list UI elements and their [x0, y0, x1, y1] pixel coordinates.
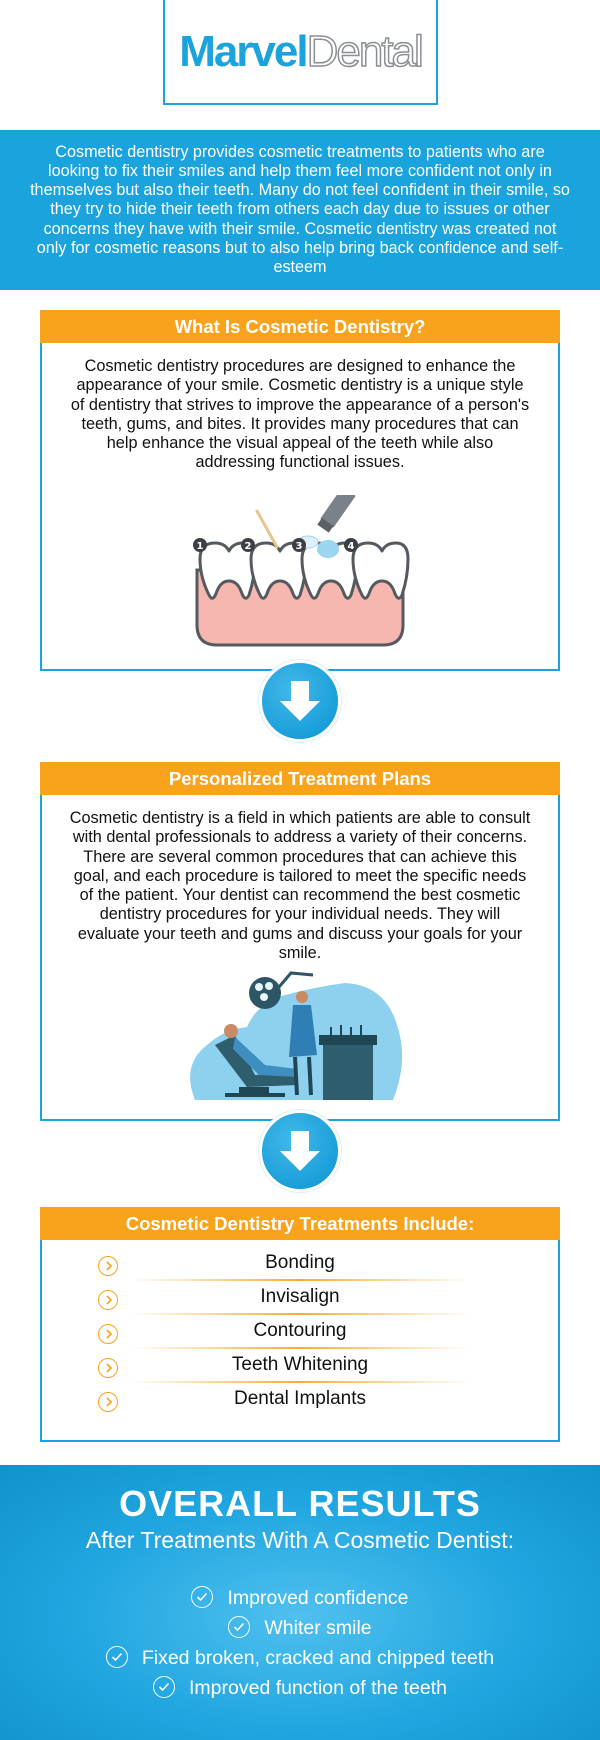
down-arrow-icon [259, 1110, 341, 1192]
logo-part-marvel: Marvel [179, 26, 307, 76]
check-circle-icon [191, 1586, 213, 1608]
section-header [40, 310, 560, 343]
step-number: 1 [196, 541, 204, 552]
check-circle-icon [106, 1646, 128, 1668]
section-body-text: Cosmetic dentistry is a field in which patients are able to consult with dental professionals to address a variety of their concerns. There are several common procedures that can achieve this goal, and each procedure is tailored to meet the specific needs of the patient. Your dentist can recommend the best cosmetic dentistry procedures for your individual needs. They will evaluate your teeth and gums and discuss your goals for your smile. [69, 809, 531, 963]
step-number: 2 [244, 541, 252, 552]
step-number: 4 [347, 541, 355, 552]
result-item [0, 1647, 600, 1670]
result-item [0, 1587, 600, 1610]
result-label: Improved function of the teeth [189, 1677, 447, 1699]
list-item [40, 1350, 560, 1384]
down-arrow-icon [259, 660, 341, 742]
treatments-list [40, 1248, 560, 1418]
result-label: Improved confidence [227, 1587, 409, 1609]
brand-logo [179, 26, 422, 76]
dental-office-illustration [185, 965, 415, 1102]
logo-part-dental: Dental [306, 26, 422, 76]
intro-band [0, 130, 600, 290]
treatment-label: Contouring [253, 1320, 347, 1341]
list-item [40, 1248, 560, 1282]
list-item [40, 1384, 560, 1418]
teeth-procedure-illustration [185, 495, 415, 650]
divider [130, 1347, 470, 1349]
step-number: 3 [295, 541, 303, 552]
treatment-label: Teeth Whitening [231, 1354, 369, 1375]
section-title: Personalized Treatment Plans [168, 767, 432, 789]
result-item [0, 1617, 600, 1640]
results-subtitle: After Treatments With A Cosmetic Dentist: [85, 1527, 515, 1553]
result-label: Fixed broken, cracked and chipped teeth [141, 1647, 495, 1669]
section-body-text: Cosmetic dentistry procedures are designed to enhance the appearance of your smile. Cosmetic dentistry is a unique style of dentistry that strives to improve the appearance of a person's teeth, gums, and bites. It provides many procedures that can help enhance the visual appeal of the teeth while also addressing functional issues. [70, 357, 530, 472]
divider [130, 1381, 470, 1383]
results-band [0, 1465, 600, 1740]
list-item [40, 1282, 560, 1316]
results-title: OVERALL RESULTS [119, 1483, 481, 1524]
logo-box [163, 0, 438, 105]
result-label: Whiter smile [264, 1617, 372, 1639]
section-header [40, 1207, 560, 1240]
section-title: What Is Cosmetic Dentistry? [174, 315, 426, 337]
divider [130, 1279, 470, 1281]
treatment-label: Bonding [265, 1252, 335, 1273]
check-circle-icon [228, 1616, 250, 1638]
divider [130, 1313, 470, 1315]
section-title: Cosmetic Dentistry Treatments Include: [125, 1212, 475, 1234]
result-item [0, 1677, 600, 1700]
intro-text: Cosmetic dentistry provides cosmetic treatments to patients who are looking to fix their smiles and help them feel more confident not only in themselves but also their teeth. Many do not feel confident in their smile, so they try to hide their teeth from others each day due to issues or other concerns they have with their smile. Cosmetic dentistry was created not only for cosmetic reasons but to also help bring back confidence and self-esteem [30, 142, 570, 276]
check-circle-icon [153, 1676, 175, 1698]
list-item [40, 1316, 560, 1350]
treatment-label: Dental Implants [233, 1388, 366, 1409]
section-header [40, 762, 560, 795]
treatment-label: Invisalign [260, 1286, 340, 1307]
